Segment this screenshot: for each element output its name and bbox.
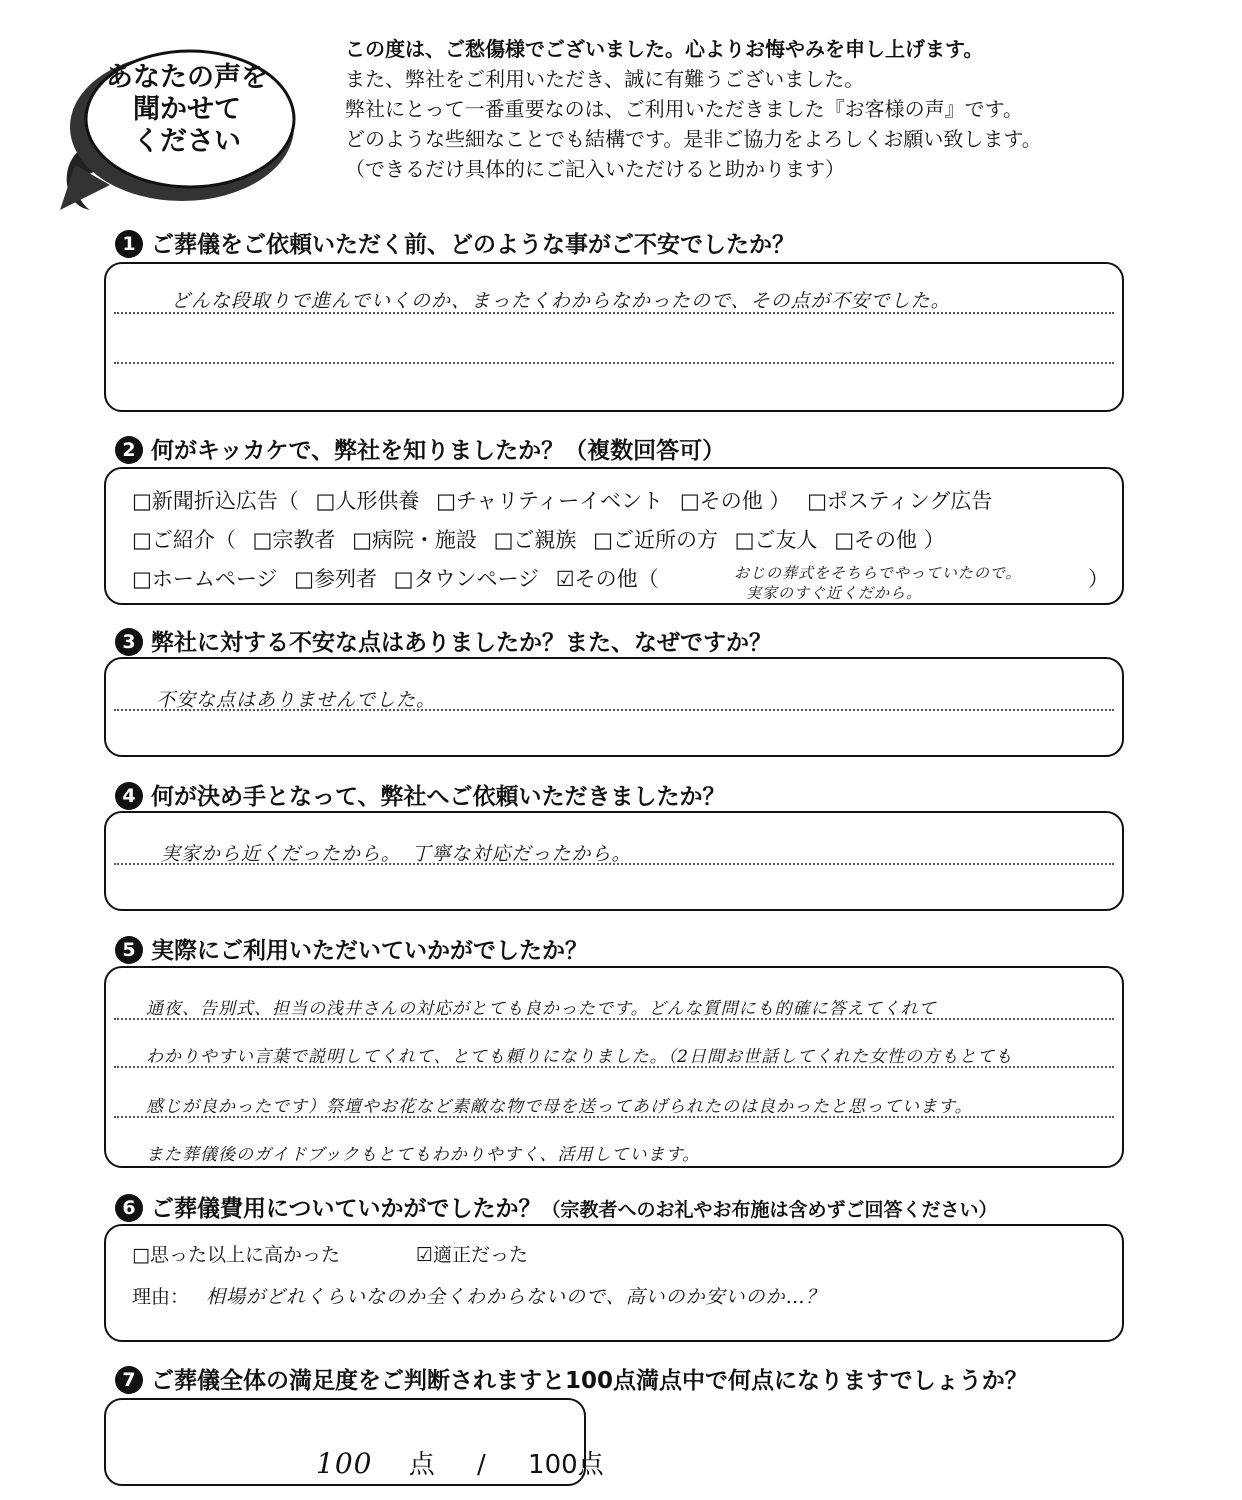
question-1: [115, 226, 795, 259]
answer-box-2[interactable]: [104, 467, 1124, 605]
question-number: 1: [115, 230, 143, 258]
options-row-1: [132, 485, 1002, 515]
question-text: ご葬儀をご依頼いただく前、どのような事がご不安でしたか？: [151, 232, 795, 258]
checkbox-other-1[interactable]: □その他 ）: [679, 489, 791, 513]
intro-line-2: また、弊社をご利用いただき、誠に有難うございました。: [345, 67, 865, 91]
answer-box-1[interactable]: [104, 262, 1124, 412]
handwritten-answer: 実家から近くだったから。 丁寧な対応だったから。: [161, 843, 632, 865]
question-number: 3: [115, 628, 143, 656]
checkbox-hospital[interactable]: □病院・施設: [352, 528, 477, 552]
score-line: [316, 1444, 604, 1481]
score-unit: 点: [408, 1450, 435, 1480]
question-text: ご葬儀費用についていかがでしたか？: [151, 1196, 542, 1222]
handwritten-line-3: 感じが良かったです）祭壇やお花など素敵な物で母を送ってあげられたのは良かったと思っています。: [146, 1097, 973, 1117]
score-box[interactable]: [104, 1398, 604, 1486]
checkbox-newspaper[interactable]: □新聞折込広告（: [132, 489, 299, 513]
handwritten-answer: 不安な点はありませんでした。: [156, 689, 437, 711]
checkbox-charity-event[interactable]: □チャリティーイベント: [436, 489, 664, 513]
bubble-line-2: 聞かせて: [133, 94, 241, 125]
question-text: 何がキッカケで、弊社を知りましたか？（複数回答可）: [151, 438, 726, 464]
handwritten-score: 100: [316, 1447, 373, 1480]
question-number: 6: [115, 1194, 143, 1222]
question-text: 何が決め手となって、弊社へご依頼いただきましたか？: [151, 784, 726, 810]
answer-box-4[interactable]: [104, 811, 1124, 911]
question-number: 4: [115, 782, 143, 810]
score-separator: /: [477, 1450, 486, 1480]
checkbox-more-expensive[interactable]: □思った以上に高かった: [132, 1244, 340, 1266]
handwritten-other-1: おじの葬式をそちらでやっていたので。: [734, 564, 1022, 582]
answer-box-6[interactable]: [104, 1224, 1124, 1342]
handwritten-answer: どんな段取りで進んでいくのか、まったくわからなかったので、その点が不安でした。: [171, 290, 951, 312]
question-number: 2: [115, 436, 143, 464]
checkbox-neighbors[interactable]: □ご近所の方: [593, 528, 718, 552]
handwritten-line-2: わかりやすい言葉で説明してくれて、とても頼りになりました。（2日間お世話してくれた女性の方もとても: [146, 1047, 1013, 1067]
question-number: 5: [115, 936, 143, 964]
question-4: [115, 778, 726, 811]
checkbox-appropriate[interactable]: ☑適正だった: [416, 1244, 529, 1266]
checkbox-friends[interactable]: □ご友人: [734, 528, 818, 552]
question-note: （宗教者へのお礼やお布施は含めずご回答ください）: [541, 1199, 998, 1221]
question-5: [115, 932, 588, 965]
options-row-3: [132, 563, 669, 593]
options-row-2: [132, 524, 955, 554]
checkbox-homepage[interactable]: □ホームページ: [132, 567, 278, 591]
intro-line-3: 弊社にとって一番重要なのは、ご利用いただきました『お客様の声』です。: [345, 97, 1023, 121]
bubble-line-3: ください: [133, 126, 241, 157]
question-3: [115, 624, 772, 657]
question-text: 弊社に対する不安な点はありましたか？また、なぜですか？: [151, 630, 772, 656]
cost-options: [132, 1240, 538, 1267]
answer-box-3[interactable]: [104, 657, 1124, 757]
paren-close: ）: [1088, 567, 1109, 591]
bubble-line-1: あなたの声を: [106, 62, 268, 93]
question-number: 7: [115, 1366, 143, 1394]
checkbox-religious[interactable]: □宗教者: [252, 528, 336, 552]
checkbox-attendee[interactable]: □参列者: [294, 567, 377, 591]
question-6: [115, 1190, 998, 1223]
checkbox-doll-memorial[interactable]: □人形供養: [315, 489, 420, 513]
question-text: ご葬儀全体の満足度をご判断されますと100点満点中で何点になりますでしょうか？: [151, 1368, 1028, 1394]
handwritten-other-2: 実家のすぐ近くだから。: [746, 584, 923, 602]
checkbox-other-2[interactable]: □その他 ）: [834, 528, 945, 552]
handwritten-reason: 相場がどれくらいなのか全くわからないので、高いのか安いのか…？: [206, 1286, 826, 1308]
score-max: 100点: [528, 1450, 604, 1480]
intro-text: [345, 34, 1205, 184]
question-2: [115, 432, 725, 465]
checkbox-town-page[interactable]: □タウンページ: [393, 567, 540, 591]
checkbox-other-3[interactable]: ☑その他（: [555, 567, 659, 591]
intro-line-1: この度は、ご愁傷様でございました。心よりお悔やみを申し上げます。: [345, 37, 984, 61]
checkbox-relatives[interactable]: □ご親族: [493, 528, 577, 552]
intro-line-5: （できるだけ具体的にご記入いただけると助かります）: [345, 157, 845, 181]
intro-line-4: どのような些細なことでも結構です。是非ご協力をよろしくお願い致します。: [345, 127, 1042, 151]
question-text: 実際にご利用いただいていかがでしたか？: [151, 938, 588, 964]
handwritten-line-1: 通夜、告別式、担当の浅井さんの対応がとても良かったです。どんな質問にも的確に答えてくれて: [146, 999, 937, 1019]
handwritten-line-4: また葬儀後のガイドブックもとてもわかりやすく、活用しています。: [146, 1145, 701, 1165]
reason-label: 理由：: [132, 1286, 190, 1308]
answer-box-5[interactable]: [104, 966, 1124, 1168]
dotted-line: [114, 362, 1114, 364]
bubble-title: [92, 62, 282, 158]
question-7: [115, 1362, 1028, 1395]
checkbox-posting-ad[interactable]: □ポスティング広告: [807, 489, 993, 513]
checkbox-referral[interactable]: □ご紹介（: [132, 528, 236, 552]
